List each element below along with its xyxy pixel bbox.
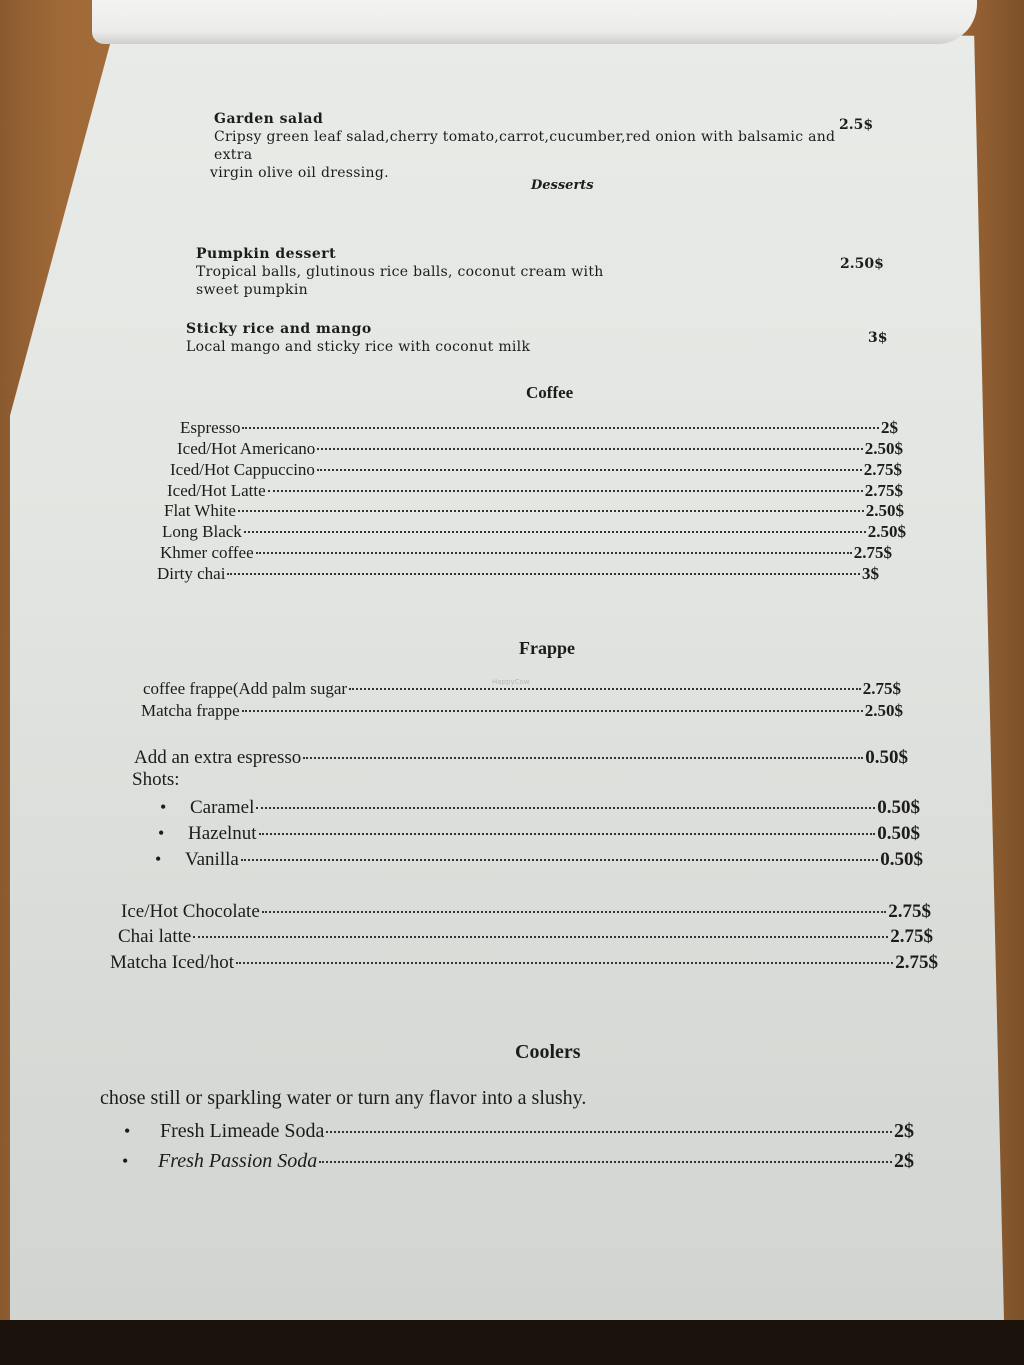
- leader-dots: [349, 688, 861, 690]
- item-price: 2.50$: [867, 522, 906, 541]
- leader-dots: [242, 710, 863, 712]
- item-price: 2.50$: [864, 701, 903, 720]
- item-label: Iced/Hot Cappuccino: [170, 460, 315, 479]
- menu-item-latte: [167, 481, 903, 501]
- item-label: Iced/Hot Americano: [177, 439, 316, 458]
- item-price: 2.75$: [864, 481, 903, 500]
- item-price: 2.50$: [865, 501, 904, 520]
- item-label: Caramel: [190, 797, 255, 818]
- leader-dots: [227, 573, 860, 575]
- dish-name: Sticky rice and mango: [186, 321, 372, 337]
- dish-name: Pumpkin dessert: [196, 246, 337, 262]
- dish-description: Cripsy green leaf salad,cherry tomato,carrot,cucumber,red onion with balsamic and extra: [214, 129, 836, 163]
- item-price: 0.50$: [877, 823, 920, 844]
- leader-dots: [256, 552, 852, 554]
- item-label: Fresh Limeade Soda: [160, 1120, 325, 1142]
- item-label: Khmer coffee: [160, 543, 254, 562]
- item-price: 2$: [894, 1150, 914, 1172]
- leader-dots: [242, 427, 879, 429]
- dish-price: 2.5$: [839, 117, 874, 133]
- item-price: 0.50$: [877, 797, 920, 818]
- leader-dots: [317, 469, 862, 471]
- item-label: Iced/Hot Latte: [167, 481, 266, 500]
- dish-description: Tropical balls, glutinous rice balls, coconut cream with: [196, 264, 604, 280]
- leader-dots: [303, 757, 863, 759]
- section-heading-frappe: Frappe: [519, 638, 575, 658]
- table-edge: [0, 1320, 1024, 1365]
- item-label: Dirty chai: [157, 564, 226, 583]
- dish-description: Local mango and sticky rice with coconut milk: [186, 339, 531, 355]
- item-label: Ice/Hot Chocolate: [121, 901, 260, 922]
- item-price: 2.75$: [853, 543, 892, 562]
- menu-item-dirty-chai: [157, 564, 879, 584]
- section-heading-coolers: Coolers: [515, 1041, 581, 1063]
- leader-dots: [193, 936, 888, 938]
- coolers-note: chose still or sparkling water or turn any flavor into a slushy.: [100, 1087, 587, 1109]
- item-label: coffee frappe(Add palm sugar: [143, 679, 348, 698]
- menu-item-vanilla: [155, 849, 923, 871]
- happycow-watermark: HappyCow: [492, 678, 530, 686]
- leader-dots: [236, 962, 893, 964]
- item-price: 2$: [894, 1120, 914, 1142]
- item-label: Flat White: [164, 501, 236, 520]
- bullet-icon: •: [122, 1151, 129, 1171]
- item-price: 2.75$: [895, 952, 938, 973]
- dish-price: 3$: [868, 330, 888, 346]
- item-label: Fresh Passion Soda: [158, 1150, 318, 1172]
- leader-dots: [319, 1161, 892, 1163]
- menu-item-passion-soda: [122, 1150, 914, 1173]
- menu-item-hazelnut: [158, 823, 920, 845]
- leader-dots: [326, 1131, 892, 1133]
- section-heading-coffee: Coffee: [526, 383, 574, 402]
- item-price: 2.75$: [862, 679, 901, 698]
- item-price: 2.50$: [864, 439, 903, 458]
- menu-item-americano: [177, 439, 903, 459]
- item-label: Hazelnut: [188, 823, 257, 844]
- dish-price: 2.50$: [840, 256, 884, 272]
- bullet-icon: •: [158, 823, 165, 843]
- dish-pumpkin-dessert: [196, 245, 636, 299]
- shots-label: Shots:: [132, 769, 180, 790]
- item-label: Vanilla: [185, 849, 239, 870]
- dish-description: virgin olive oil dressing.: [210, 165, 389, 181]
- item-price: 2.75$: [890, 926, 933, 947]
- leader-dots: [268, 490, 863, 492]
- menu-item-matcha-frappe: [141, 701, 903, 721]
- bullet-icon: •: [155, 849, 162, 869]
- item-label: Long Black: [162, 522, 242, 541]
- dish-description: sweet pumpkin: [196, 282, 308, 298]
- leader-dots: [317, 448, 862, 450]
- leader-dots: [256, 807, 875, 809]
- menu-item-matcha-iced-hot: [110, 952, 938, 974]
- item-label: Espresso: [180, 418, 241, 437]
- item-label: Matcha Iced/hot: [110, 952, 234, 973]
- menu-item-cappuccino: [170, 460, 902, 480]
- menu-item-long-black: [162, 522, 906, 542]
- dish-name: Garden salad: [214, 111, 324, 127]
- menu-item-chai-latte: [118, 926, 933, 948]
- leader-dots: [262, 911, 886, 913]
- menu-item-caramel: [160, 797, 920, 819]
- bullet-icon: •: [160, 797, 167, 817]
- dish-sticky-rice-mango: [186, 320, 626, 356]
- menu-item-flat-white: [164, 501, 904, 521]
- menu-item-extra-espresso: [134, 747, 908, 769]
- menu-item-khmer-coffee: [160, 543, 892, 563]
- item-price: 2$: [881, 418, 898, 437]
- item-price: 0.50$: [880, 849, 923, 870]
- item-price: 2.75$: [888, 901, 931, 922]
- leader-dots: [244, 531, 866, 533]
- menu-item-espresso: [180, 418, 898, 438]
- item-label: Matcha frappe: [141, 701, 240, 720]
- leader-dots: [259, 833, 876, 835]
- section-heading-desserts: Desserts: [531, 178, 594, 193]
- menu-item-coffee-frappe: [143, 679, 901, 699]
- menu-item-hot-chocolate: [121, 901, 931, 923]
- item-price: 2.75$: [863, 460, 902, 479]
- item-price: 3$: [862, 564, 879, 583]
- dish-garden-salad: [210, 110, 864, 182]
- leader-dots: [241, 859, 878, 861]
- item-label: Chai latte: [118, 926, 192, 947]
- menu-item-limeade-soda: [124, 1120, 914, 1143]
- leader-dots: [238, 510, 864, 512]
- item-label: Add an extra espresso: [134, 747, 302, 768]
- bullet-icon: •: [124, 1121, 131, 1141]
- item-price: 0.50$: [865, 747, 908, 768]
